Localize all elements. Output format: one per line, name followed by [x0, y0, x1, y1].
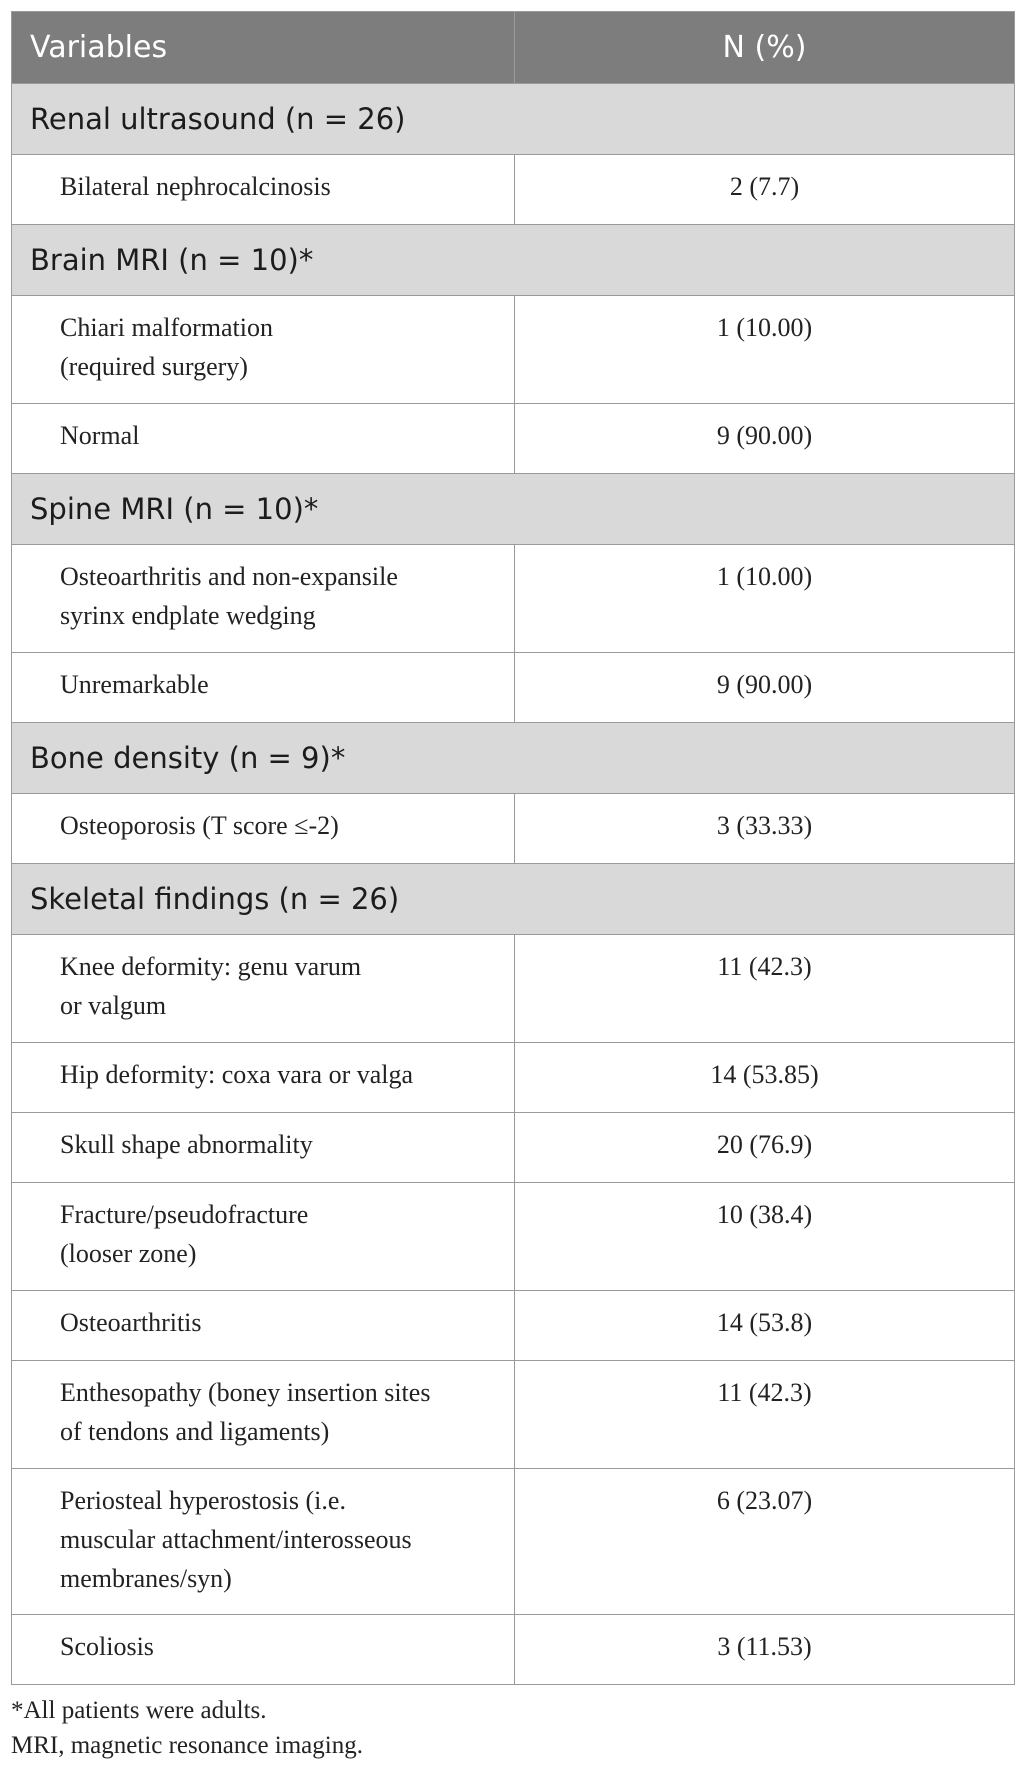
row-label-line: Scoliosis: [60, 1632, 154, 1661]
table-row: [12, 155, 1015, 225]
row-label-line: Hip deformity: coxa vara or valga: [60, 1060, 414, 1089]
table-row: [12, 1043, 1015, 1113]
row-label: [12, 1183, 515, 1291]
row-value: 11 (42.3): [515, 935, 1015, 1043]
section-row: [12, 474, 1015, 545]
table-row: [12, 1361, 1015, 1469]
table-row: [12, 1469, 1015, 1615]
row-value: 20 (76.9): [515, 1113, 1015, 1183]
section-title: Skeletal findings (n = 26): [12, 864, 1015, 935]
row-label-line: Enthesopathy (boney insertion sites: [60, 1378, 431, 1407]
table-row: [12, 935, 1015, 1043]
section-title: Renal ultrasound (n = 26): [12, 84, 1015, 155]
table-row: [12, 545, 1015, 653]
row-label-line: of tendons and ligaments): [60, 1417, 330, 1446]
section-title: Spine MRI (n = 10)*: [12, 474, 1015, 545]
section-row: [12, 225, 1015, 296]
row-value: 1 (10.00): [515, 545, 1015, 653]
table-row: [12, 296, 1015, 404]
section-title: Bone density (n = 9)*: [12, 723, 1015, 794]
row-label: [12, 1615, 515, 1685]
row-label: [12, 545, 515, 653]
row-value: 10 (38.4): [515, 1183, 1015, 1291]
row-label: [12, 1361, 515, 1469]
row-label-line: syrinx endplate wedging: [60, 601, 316, 630]
section-title: Brain MRI (n = 10)*: [12, 225, 1015, 296]
row-label-line: Osteoporosis (T score ≤-2): [60, 811, 339, 840]
footnote-abbreviation: MRI, magnetic resonance imaging.: [11, 1732, 363, 1759]
table-row: [12, 1291, 1015, 1361]
row-label: [12, 653, 515, 723]
header-n-percent: N (%): [515, 12, 1015, 84]
row-value: 11 (42.3): [515, 1361, 1015, 1469]
row-label: [12, 935, 515, 1043]
table-row: [12, 1113, 1015, 1183]
row-value: 14 (53.85): [515, 1043, 1015, 1113]
section-row: [12, 84, 1015, 155]
table-body: [12, 84, 1015, 1685]
row-value: 9 (90.00): [515, 653, 1015, 723]
row-label: [12, 296, 515, 404]
row-label-line: Fracture/pseudofracture: [60, 1200, 309, 1229]
row-value: 2 (7.7): [515, 155, 1015, 225]
row-label: [12, 1469, 515, 1615]
row-label-line: Normal: [60, 421, 140, 450]
row-label-line: (required surgery): [60, 352, 248, 381]
row-label-line: Unremarkable: [60, 670, 209, 699]
row-label-line: Periosteal hyperostosis (i.e.: [60, 1486, 346, 1515]
row-label: [12, 1043, 515, 1113]
table-row: [12, 1615, 1015, 1685]
table-row: [12, 653, 1015, 723]
row-label-line: (looser zone): [60, 1239, 197, 1268]
row-value: 3 (33.33): [515, 794, 1015, 864]
row-label: [12, 155, 515, 225]
row-label-line: membranes/syn): [60, 1564, 232, 1593]
table-row: [12, 404, 1015, 474]
row-value: 9 (90.00): [515, 404, 1015, 474]
row-label: [12, 1113, 515, 1183]
table-row: [12, 794, 1015, 864]
row-label: [12, 1291, 515, 1361]
row-label-line: Osteoarthritis: [60, 1308, 202, 1337]
row-value: 1 (10.00): [515, 296, 1015, 404]
row-value: 3 (11.53): [515, 1615, 1015, 1685]
row-label-line: Skull shape abnormality: [60, 1130, 313, 1159]
row-label-line: muscular attachment/interosseous: [60, 1525, 412, 1554]
row-label-line: or valgum: [60, 991, 167, 1020]
row-label: [12, 404, 515, 474]
row-value: 14 (53.8): [515, 1291, 1015, 1361]
header-row: [12, 12, 1015, 84]
row-label-line: Knee deformity: genu varum: [60, 952, 362, 981]
table-row: [12, 1183, 1015, 1291]
section-row: [12, 864, 1015, 935]
header-variables: Variables: [12, 12, 515, 84]
footnote-asterisk: *All patients were adults.: [11, 1697, 267, 1724]
section-row: [12, 723, 1015, 794]
footnotes: [11, 1693, 363, 1763]
row-label-line: Osteoarthritis and non-expansile: [60, 562, 398, 591]
findings-table: [11, 11, 1015, 1685]
row-label: [12, 794, 515, 864]
row-label-line: Bilateral nephrocalcinosis: [60, 172, 331, 201]
row-label-line: Chiari malformation: [60, 313, 274, 342]
row-value: 6 (23.07): [515, 1469, 1015, 1615]
